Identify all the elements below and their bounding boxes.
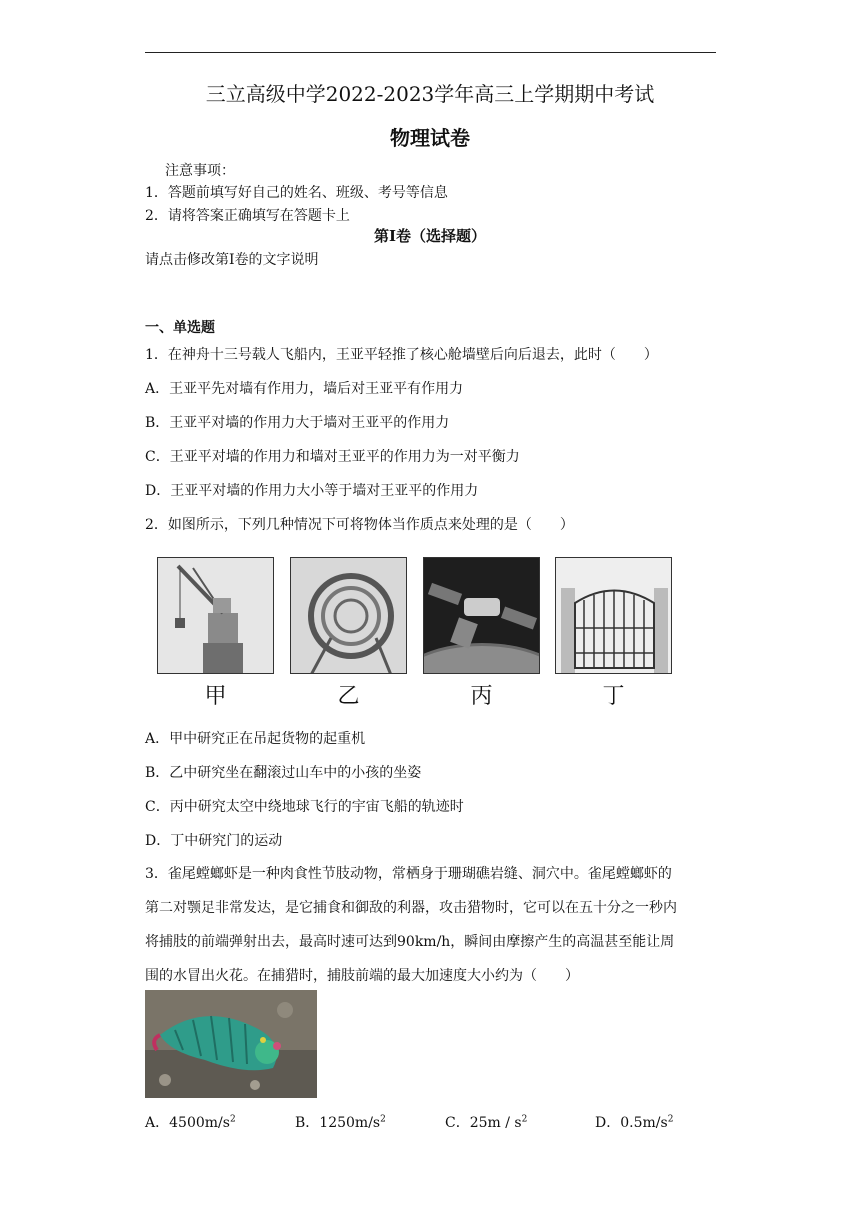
question-stem-line: 将捕肢的前端弹射出去，最高时速可达到90km/h，瞬间由摩擦产生的高温甚至能让周 [145, 934, 675, 950]
section-heading: 一、单选题 [145, 320, 215, 336]
question-stem-line: 围的水冒出火花。在捕猎时，捕肢前端的最大加速度大小约为（ ） [145, 968, 579, 984]
note-item: 1．答题前填写好自己的姓名、班级、考号等信息 [145, 185, 448, 201]
part-description: 请点击修改第I卷的文字说明 [145, 252, 319, 268]
question-stem-line: 第二对颚足非常发达，是它捕食和御敌的利器，攻击猎物时，它可以在五十分之一秒内 [145, 900, 677, 916]
option-a: A．$4500m/s^2$ [145, 1114, 236, 1131]
crane-photo [157, 557, 274, 674]
note-item: 2．请将答案正确填写在答题卡上 [145, 208, 350, 224]
question-stem: 2．如图所示，下列几种情况下可将物体当作质点来处理的是（ ） [145, 517, 574, 533]
part-heading: 第I卷（选择题） [373, 227, 487, 245]
figure-label: 甲 [204, 684, 227, 709]
question-stem-line: 3．雀尾螳螂虾是一种肉食性节肢动物，常栖身于珊瑚礁岩缝、洞穴中。雀尾螳螂虾的 [145, 866, 672, 882]
mantis-shrimp-photo [145, 990, 317, 1098]
option-c: C．王亚平对墙的作用力和墙对王亚平的作用力为一对平衡力 [145, 449, 520, 465]
header-rule [145, 52, 716, 53]
option-d: D．王亚平对墙的作用力大小等于墙对王亚平的作用力 [145, 483, 479, 499]
roller-coaster-photo [290, 557, 407, 674]
option-b: B．$1250m/s^2$ [295, 1114, 386, 1131]
option-a: A．甲中研究正在吊起货物的起重机 [145, 731, 366, 747]
option-c: C．$25m / s^2$ [445, 1114, 528, 1131]
option-d: D．$0.5m/s^2$ [595, 1114, 674, 1131]
figure-label: 丁 [602, 684, 625, 709]
question-stem: 1．在神舟十三号载人飞船内，王亚平轻推了核心舱墙壁后向后退去，此时（ ） [145, 347, 658, 363]
figure-label: 丙 [470, 684, 493, 709]
exam-title: 三立高级中学2022-2023学年高三上学期期中考试 [205, 82, 655, 106]
question-figure [157, 557, 677, 707]
option-a: A．王亚平先对墙有作用力，墙后对王亚平有作用力 [145, 381, 464, 397]
option-d: D．丁中研究门的运动 [145, 833, 283, 849]
gate-photo [555, 557, 672, 674]
notes-heading: 注意事项： [165, 163, 235, 179]
option-b: B．乙中研究坐在翻滚过山车中的小孩的坐姿 [145, 765, 422, 781]
option-b: B．王亚平对墙的作用力大于墙对王亚平的作用力 [145, 415, 450, 431]
option-c: C．丙中研究太空中绕地球飞行的宇宙飞船的轨迹时 [145, 799, 464, 815]
figure-label: 乙 [337, 684, 360, 709]
exam-subtitle: 物理试卷 [390, 126, 470, 150]
spacecraft-photo [423, 557, 540, 674]
